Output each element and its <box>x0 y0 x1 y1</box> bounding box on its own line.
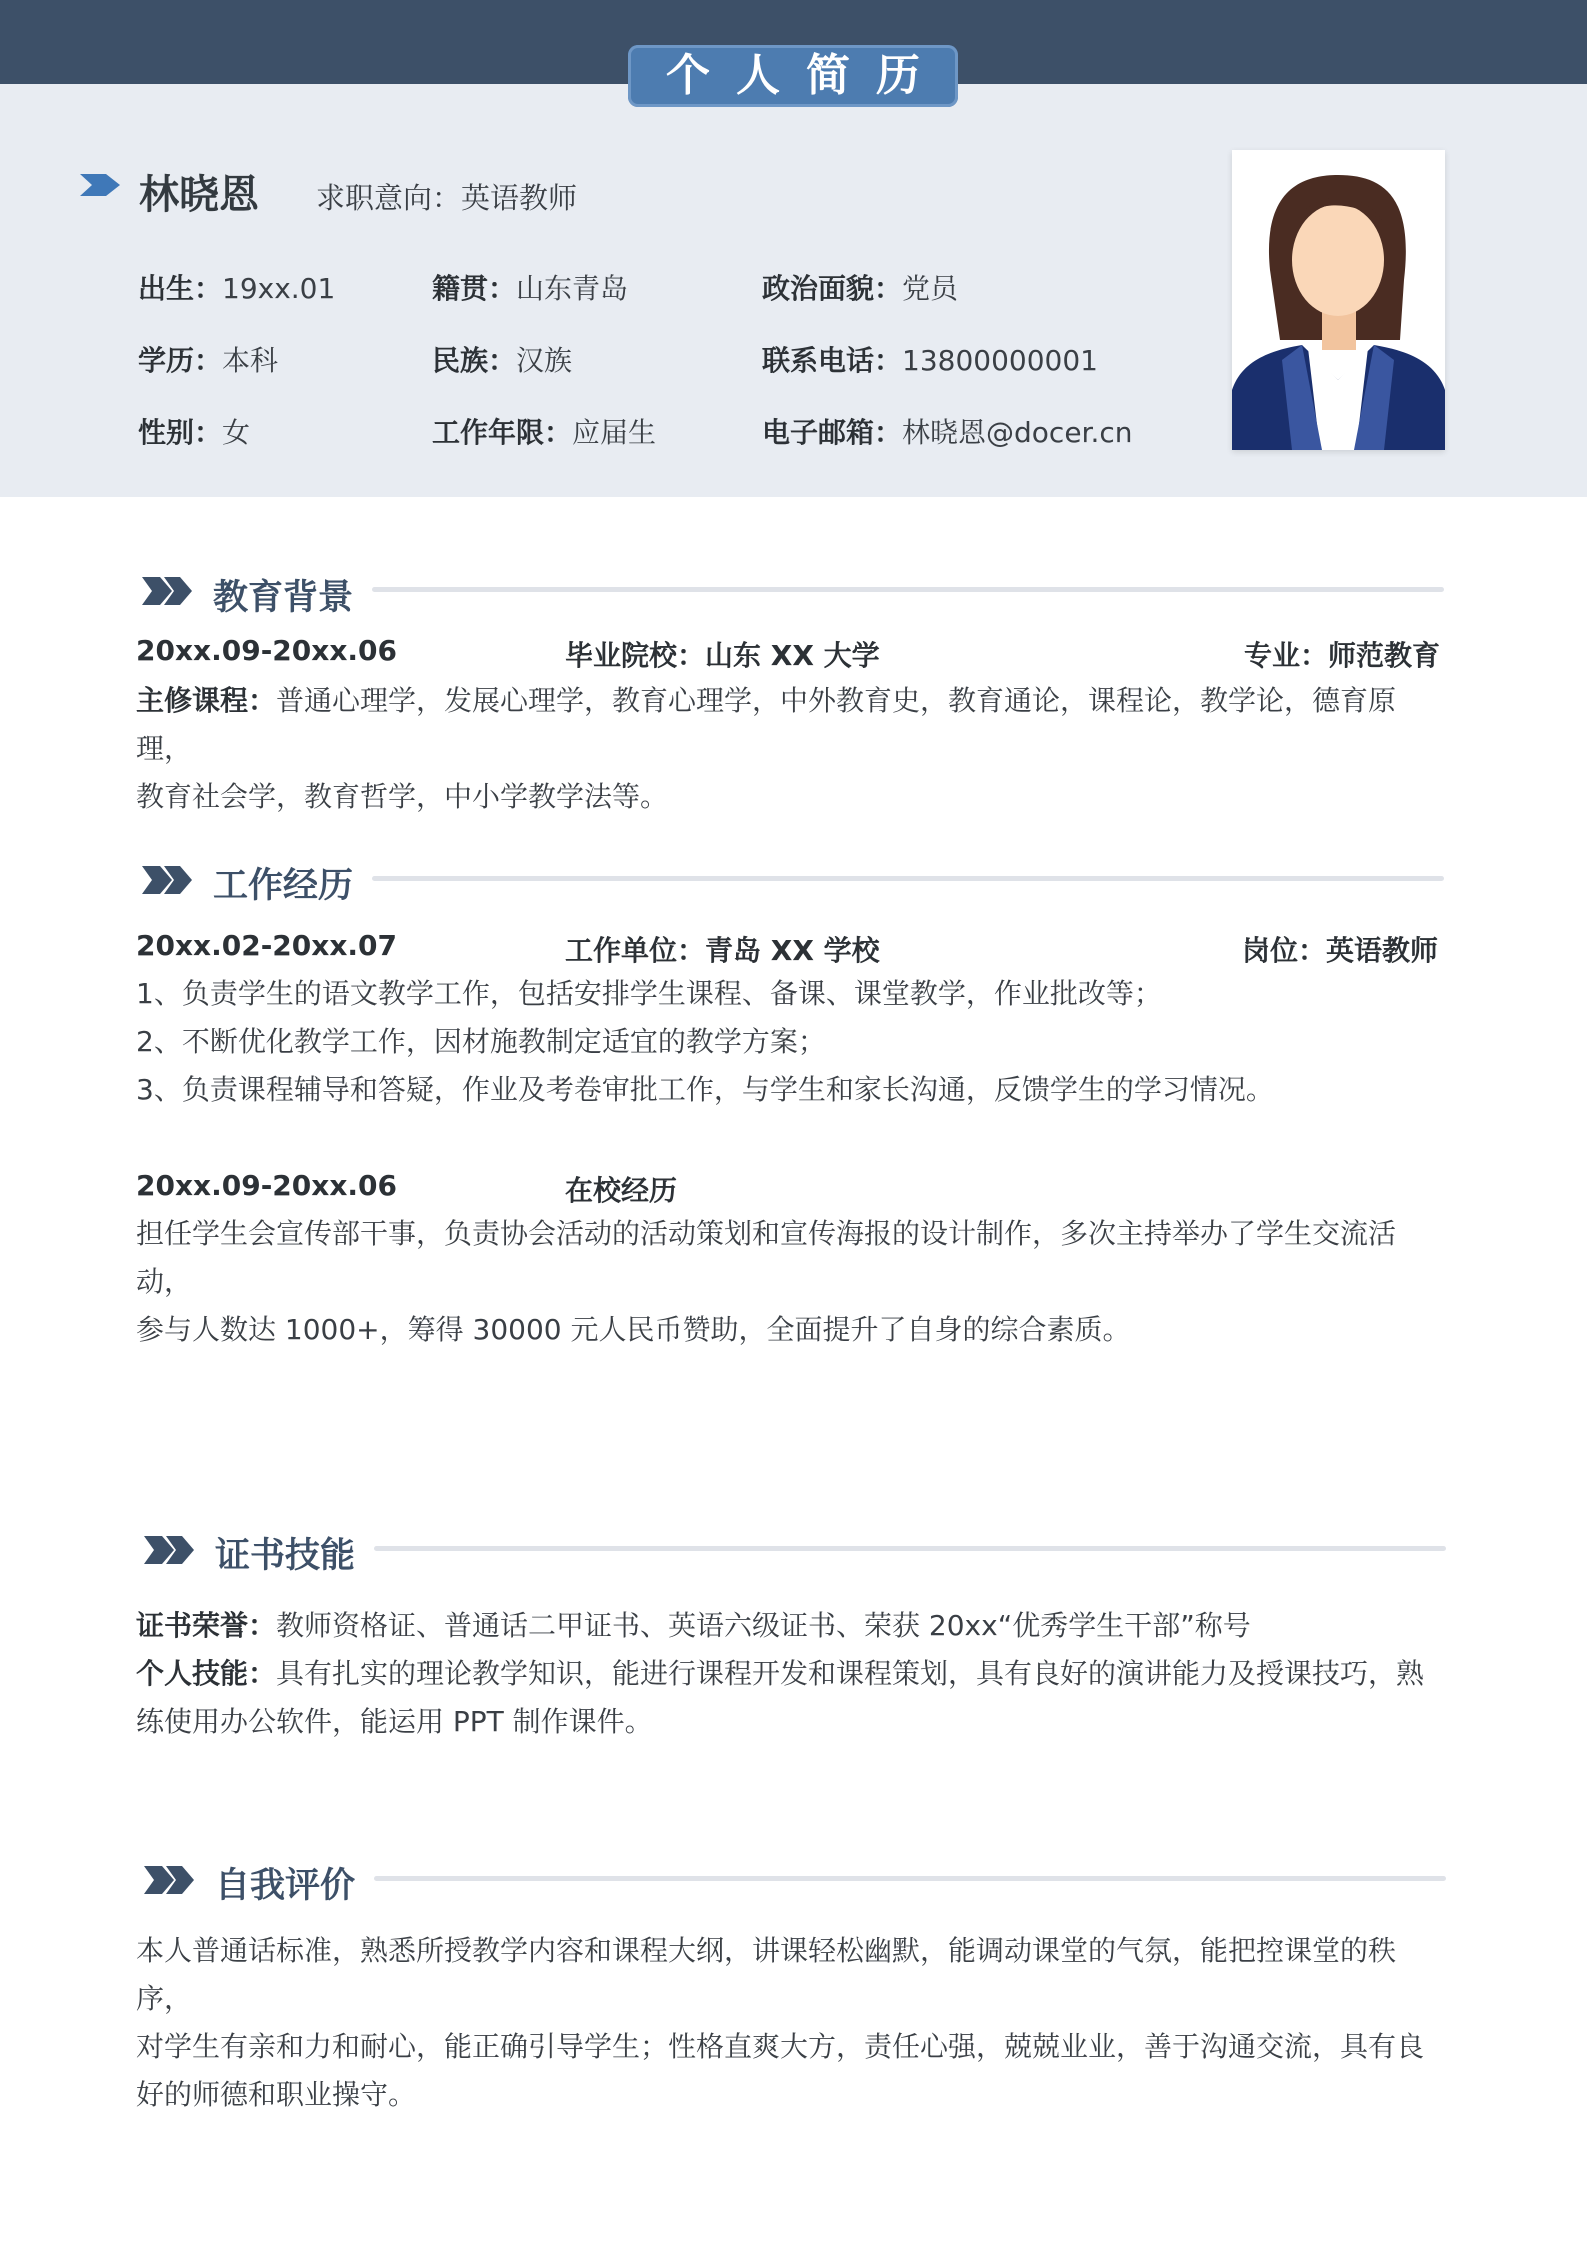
text-line: 担任学生会宣传部干事，负责协会活动的活动策划和宣传海报的设计制作，多次主持举办了学生交流活动， <box>136 1217 1397 1298</box>
info-value: 党员 <box>902 272 959 305</box>
section-divider <box>374 1876 1446 1881</box>
edu-courses <box>136 677 1446 821</box>
info-value: 19xx.01 <box>222 272 336 305</box>
edu-school: 毕业院校：山东 XX 大学 <box>565 639 880 672</box>
info-phone <box>762 339 1098 379</box>
info-origin <box>432 267 628 307</box>
list-item: 2、不断优化教学工作，因材施教制定适宜的教学方案； <box>136 1025 826 1058</box>
text-line: 教育社会学，教育哲学，中小学教学法等。 <box>136 780 669 813</box>
text-line: 练使用办公软件，能运用 PPT 制作课件。 <box>136 1705 653 1738</box>
info-value: 本科 <box>222 344 279 377</box>
section-divider <box>372 587 1444 592</box>
text-line: 对学生有亲和力和耐心，能正确引导学生；性格直爽大方，责任心强，兢兢业业，善于沟通交流，具有良 <box>136 2030 1425 2063</box>
job-intent <box>316 176 577 217</box>
info-birth <box>138 267 335 307</box>
info-ethnic <box>432 339 572 379</box>
list-item: 3、负责课程辅导和答疑，作业及考卷审批工作，与学生和家长沟通，反馈学生的学习情况。 <box>136 1073 1274 1106</box>
info-label: 民族： <box>432 344 517 377</box>
section-title-work: 工作经历 <box>213 866 354 906</box>
skills-content <box>136 1602 1446 1746</box>
skill-text: 具有扎实的理论教学知识，能进行课程开发和课程策划，具有良好的演讲能力及授课技巧，熟 <box>276 1657 1425 1690</box>
info-value: 汉族 <box>516 344 573 377</box>
info-label: 政治面貌： <box>762 272 903 305</box>
skill-label: 个人技能： <box>136 1657 277 1690</box>
text-line: 本人普通话标准，熟悉所授教学内容和课程大纲，讲课轻松幽默，能调动课堂的气氛，能把控课堂的秩序， <box>136 1934 1397 2015</box>
double-chevron-icon <box>144 1536 196 1564</box>
work-unit: 工作单位：青岛 XX 学校 <box>565 934 880 967</box>
edu-period: 20xx.09-20xx.06 <box>136 634 397 667</box>
info-gender <box>138 411 250 451</box>
info-label: 电子邮箱： <box>762 416 903 449</box>
campus-desc <box>136 1210 1446 1354</box>
section-divider <box>372 876 1444 881</box>
text-line: 好的师德和职业操守。 <box>136 2078 417 2111</box>
info-label: 学历： <box>138 344 223 377</box>
text-line <box>136 1650 1446 1698</box>
info-education <box>138 339 278 379</box>
courses-label: 主修课程： <box>136 684 277 717</box>
info-value: 13800000001 <box>902 344 1098 377</box>
info-politics <box>762 267 958 307</box>
info-value: 林晓恩@docer.cn <box>902 416 1133 449</box>
job-intent-value: 英语教师 <box>461 181 578 215</box>
cert-label: 证书荣誉： <box>136 1609 277 1642</box>
self-evaluation <box>136 1927 1446 2119</box>
campus-period: 20xx.09-20xx.06 <box>136 1169 397 1202</box>
section-divider <box>374 1546 1446 1551</box>
avatar <box>1232 150 1445 450</box>
info-label: 出生： <box>138 272 223 305</box>
work-duties <box>136 970 1446 1114</box>
cert-text: 教师资格证、普通话二甲证书、英语六级证书、荣获 20xx“优秀学生干部”称号 <box>276 1609 1251 1642</box>
section-title-education: 教育背景 <box>213 578 354 618</box>
info-value: 女 <box>222 416 251 449</box>
info-value: 山东青岛 <box>516 272 629 305</box>
job-intent-label: 求职意向： <box>316 181 462 215</box>
info-label: 性别： <box>138 416 223 449</box>
work-period: 20xx.02-20xx.07 <box>136 929 397 962</box>
text-line <box>136 1602 1446 1650</box>
section-title-self: 自我评价 <box>215 1866 356 1906</box>
info-value: 应届生 <box>572 416 657 449</box>
section-title-skills: 证书技能 <box>215 1536 356 1576</box>
info-email <box>762 411 1133 451</box>
list-item: 1、负责学生的语文教学工作，包括安排学生课程、备课、课堂教学，作业批改等； <box>136 977 1162 1010</box>
info-years <box>432 411 656 451</box>
info-label: 工作年限： <box>432 416 573 449</box>
info-label: 联系电话： <box>762 344 903 377</box>
work-post: 岗位：英语教师 <box>1242 934 1439 967</box>
courses-text: 普通心理学，发展心理学，教育心理学，中外教育史，教育通论，课程论，教学论，德育原理， <box>136 684 1397 765</box>
info-label: 籍贯： <box>432 272 517 305</box>
page-title: 个人简历 <box>628 45 958 107</box>
campus-title: 在校经历 <box>565 1174 678 1207</box>
edu-major: 专业：师范教育 <box>1244 639 1441 672</box>
double-chevron-icon <box>142 866 194 894</box>
avatar-illustration <box>1232 150 1445 450</box>
double-chevron-icon <box>144 1866 196 1894</box>
chevron-right-icon <box>80 174 120 196</box>
double-chevron-icon <box>142 577 194 605</box>
candidate-name: 林晓恩 <box>139 172 259 218</box>
text-line <box>136 677 1446 773</box>
text-line: 参与人数达 1000+，筹得 30000 元人民币赞助，全面提升了自身的综合素质。 <box>136 1313 1131 1346</box>
